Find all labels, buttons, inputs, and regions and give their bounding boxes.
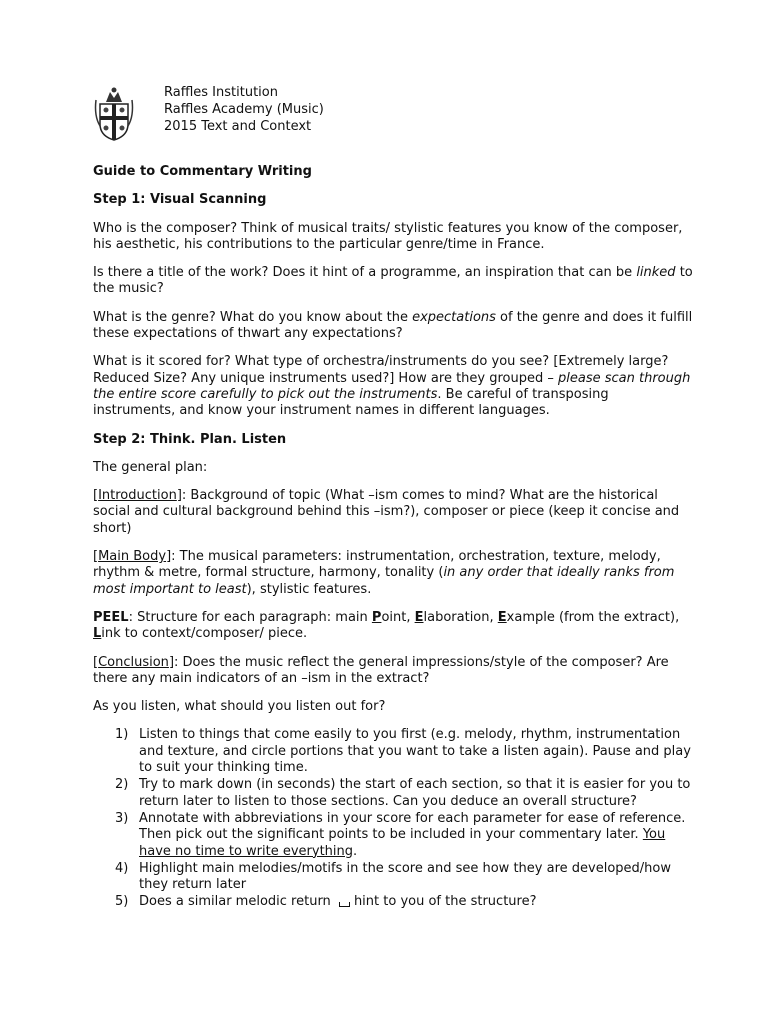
- header-institution: Raffles Institution: [164, 85, 278, 100]
- step2-general-plan: The general plan:: [93, 459, 208, 475]
- list-item: 3) Annotate with abbreviations in your score for each parameter for ease of reference. Then pick out the significant points to be included in your commentary later. You have no time to write everything.: [115, 810, 686, 859]
- list-item: 1) Listen to things that come easily to you first (e.g. melody, rhythm, instrumentation and texture, and circle portions that you want to take a listen again). Pause and play to suit your thinking time.: [115, 727, 691, 776]
- step2-listen-prompt: As you listen, what should you listen out for?: [93, 699, 386, 715]
- step1-heading: Step 1: Visual Scanning: [93, 192, 267, 208]
- document-title: Guide to Commentary Writing: [93, 164, 312, 179]
- step1-paragraph-genre: What is the genre? What do you know about the expectations of the genre and does it fulfill these expectations of thwart any expectations?: [93, 309, 693, 342]
- document-header: [164, 84, 324, 135]
- header-course: 2015 Text and Context: [164, 119, 312, 134]
- step2-heading: Step 2: Think. Plan. Listen: [93, 431, 287, 447]
- step2-main-body: [Main Body]: The musical parameters: instrumentation, orchestration, texture, melody, rhythm & metre, formal structure, harmony, tonality (in any order that ideally ranks from most important to least), stylistic features.: [93, 549, 675, 597]
- school-crest-icon: [92, 86, 136, 142]
- step2-peel: PEEL: Structure for each paragraph: main Point, Elaboration, Example (from the extract), Link to context/composer/ piece.: [93, 609, 680, 642]
- list-item: 2) Try to mark down (in seconds) the start of each section, so that it is easier for you to return later to listen to those sections. Can you deduce an overall structure?: [115, 777, 691, 809]
- step1-paragraph-title: Is there a title of the work? Does it hint of a programme, an inspiration that can be linked to the music?: [93, 265, 693, 297]
- placeholder-mark-icon: [339, 902, 350, 907]
- step2-introduction: [Introduction]: Background of topic (What –ism comes to mind? What are the historical social and cultural background behind this –ism?), composer or piece (keep it concise and short): [93, 488, 680, 536]
- list-item: 5) Does a similar melodic return hint to you of the structure?: [115, 894, 537, 910]
- step1-paragraph-composer: Who is the composer? Think of musical traits/ stylistic features you know of the composer, his aesthetic, his contributions to the particular genre/time in France.: [93, 220, 683, 252]
- step1-paragraph-scoring: What is it scored for? What type of orchestra/instruments do you see? [Extremely large? Reduced Size? Any unique instruments used?] How are they grouped – please scan through the entire score carefully to pick out the instruments. Be careful of transposing instruments, and know your instrument names in different languages.: [93, 354, 691, 419]
- header-academy: Raffles Academy (Music): [164, 102, 324, 117]
- step2-conclusion: [Conclusion]: Does the music reflect the general impressions/style of the composer? Are there any main indicators of an –ism in the extract?: [93, 654, 669, 686]
- list-item: 4) Highlight main melodies/motifs in the score and see how they are developed/how they return later: [115, 860, 671, 893]
- listening-list: [93, 727, 693, 910]
- document-body: [93, 164, 693, 912]
